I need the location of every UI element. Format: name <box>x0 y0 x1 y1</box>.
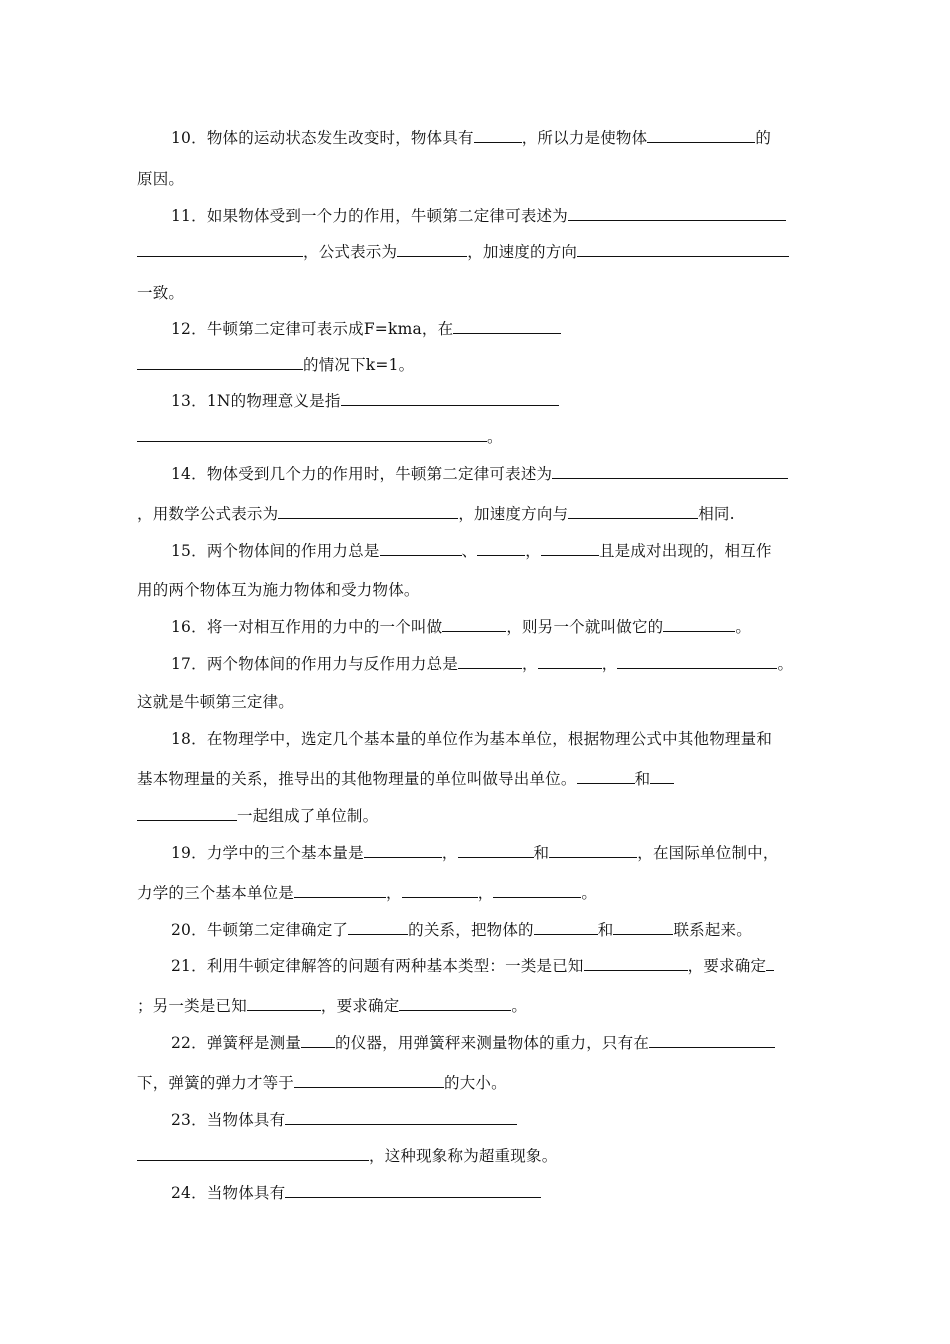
answer-blank[interactable] <box>577 766 635 784</box>
question-13-line-2: 。 <box>137 424 503 448</box>
answer-blank[interactable] <box>399 993 511 1011</box>
question-20-line-1: 20．牛顿第二定律确定了 的关系，把物体的 和 联系起来。 <box>171 917 752 941</box>
question-17-line-1: 17．两个物体间的作用力与反作用力总是 ， ， 。 <box>171 651 793 675</box>
question-18-line-2: 基本物理量的关系，推导出的其他物理量的单位叫做导出单位。 和 <box>137 766 674 790</box>
answer-blank[interactable] <box>493 880 581 898</box>
answer-blank[interactable] <box>278 501 458 519</box>
question-21-line-1: 21．利用牛顿定律解答的问题有两种基本类型：一类是已知 ，要求确定 <box>171 953 774 977</box>
question-22-line-1: 22．弹簧秤是测量 的仪器，用弹簧秤来测量物体的重力，只有在 <box>171 1030 775 1054</box>
question-16-line-1: 16．将一对相互作用的力中的一个叫做 ，则另一个就叫做它的 。 <box>171 614 751 638</box>
question-23-line-1: 23．当物体具有 <box>171 1107 517 1131</box>
answer-blank[interactable] <box>541 538 599 556</box>
question-number: 21． <box>171 957 207 975</box>
answer-blank[interactable] <box>549 840 637 858</box>
answer-blank[interactable] <box>285 1180 541 1198</box>
question-number: 23． <box>171 1111 207 1129</box>
question-18-line-1: 18．在物理学中，选定几个基本量的单位作为基本单位，根据物理公式中其他物理量和 <box>171 730 773 748</box>
question-10-line-1: 10．物体的运动状态发生改变时，物体具有 ，所以力是使物体 的 <box>171 125 771 149</box>
answer-blank[interactable] <box>477 538 525 556</box>
answer-blank[interactable] <box>364 840 442 858</box>
answer-blank[interactable] <box>538 651 602 669</box>
answer-blank[interactable] <box>534 917 598 935</box>
answer-blank[interactable] <box>568 203 786 221</box>
question-number: 20． <box>171 921 207 939</box>
answer-blank[interactable] <box>650 766 674 784</box>
question-number: 19． <box>171 844 207 862</box>
question-14-line-1: 14．物体受到几个力的作用时，牛顿第二定律可表述为 <box>171 461 788 485</box>
answer-blank[interactable] <box>247 993 321 1011</box>
question-number: 18． <box>171 730 207 748</box>
answer-blank[interactable] <box>285 1107 517 1125</box>
question-number: 10． <box>171 129 207 147</box>
answer-blank[interactable] <box>617 651 777 669</box>
answer-blank[interactable] <box>294 1070 444 1088</box>
question-23-line-2: ，这种现象称为超重现象。 <box>137 1143 557 1167</box>
answer-blank[interactable] <box>584 953 688 971</box>
question-24-line-1: 24．当物体具有 <box>171 1180 541 1204</box>
answer-blank[interactable] <box>380 538 462 556</box>
question-19-line-2: 力学的三个基本单位是 ， ， 。 <box>137 880 597 904</box>
question-number: 15． <box>171 542 207 560</box>
answer-blank[interactable] <box>137 803 237 821</box>
question-15-line-1: 15．两个物体间的作用力总是 、 ， 且是成对出现的，相互作 <box>171 538 772 562</box>
question-21-line-2: ；另一类是已知 ，要求确定 。 <box>137 993 527 1017</box>
answer-blank[interactable] <box>458 840 534 858</box>
answer-blank[interactable] <box>474 125 522 143</box>
question-12-line-2: 的情况下k=1。 <box>137 352 414 376</box>
answer-blank[interactable] <box>397 239 467 257</box>
answer-blank[interactable] <box>568 501 698 519</box>
answer-blank[interactable] <box>137 424 487 442</box>
question-number: 22． <box>171 1034 207 1052</box>
question-11-line-3: 一致。 <box>137 284 185 302</box>
question-11-line-2: ，公式表示为 ，加速度的方向 <box>137 239 789 263</box>
answer-blank[interactable] <box>577 239 789 257</box>
answer-blank[interactable] <box>647 125 755 143</box>
answer-blank[interactable] <box>402 880 478 898</box>
question-number: 12． <box>171 320 207 338</box>
answer-blank[interactable] <box>552 461 788 479</box>
question-18-line-3: 一起组成了单位制。 <box>137 803 378 827</box>
answer-blank[interactable] <box>458 651 522 669</box>
answer-blank[interactable] <box>137 352 303 370</box>
question-14-line-2: ，用数学公式表示为 ，加速度方向与 相同. <box>137 501 735 525</box>
question-15-line-2: 用的两个物体互为施力物体和受力物体。 <box>137 581 420 599</box>
question-13-line-1: 13．1N的物理意义是指 <box>171 388 559 412</box>
answer-blank[interactable] <box>137 239 303 257</box>
question-10-line-2: 原因。 <box>137 170 185 188</box>
answer-blank[interactable] <box>301 1030 335 1048</box>
question-number: 16． <box>171 618 207 636</box>
question-number: 13． <box>171 392 207 410</box>
question-number: 24． <box>171 1184 207 1202</box>
question-19-line-1: 19．力学中的三个基本量是 ， 和 ，在国际单位制中， <box>171 840 779 864</box>
answer-blank[interactable] <box>663 614 735 632</box>
question-number: 17． <box>171 655 207 673</box>
question-11-line-1: 11．如果物体受到一个力的作用，牛顿第二定律可表述为 <box>171 203 786 227</box>
question-17-line-2: 这就是牛顿第三定律。 <box>137 693 295 711</box>
answer-blank[interactable] <box>341 388 559 406</box>
answer-blank[interactable] <box>348 917 408 935</box>
question-number: 11． <box>171 207 207 225</box>
answer-blank[interactable] <box>137 1143 369 1161</box>
question-22-line-2: 下，弹簧的弹力才等于 的大小。 <box>137 1070 507 1094</box>
answer-blank[interactable] <box>766 953 774 971</box>
answer-blank[interactable] <box>442 614 506 632</box>
answer-blank[interactable] <box>453 316 561 334</box>
question-12-line-1: 12．牛顿第二定律可表示成F=kma，在 <box>171 316 561 340</box>
answer-blank[interactable] <box>294 880 386 898</box>
question-number: 14． <box>171 465 207 483</box>
answer-blank[interactable] <box>649 1030 775 1048</box>
answer-blank[interactable] <box>613 917 673 935</box>
